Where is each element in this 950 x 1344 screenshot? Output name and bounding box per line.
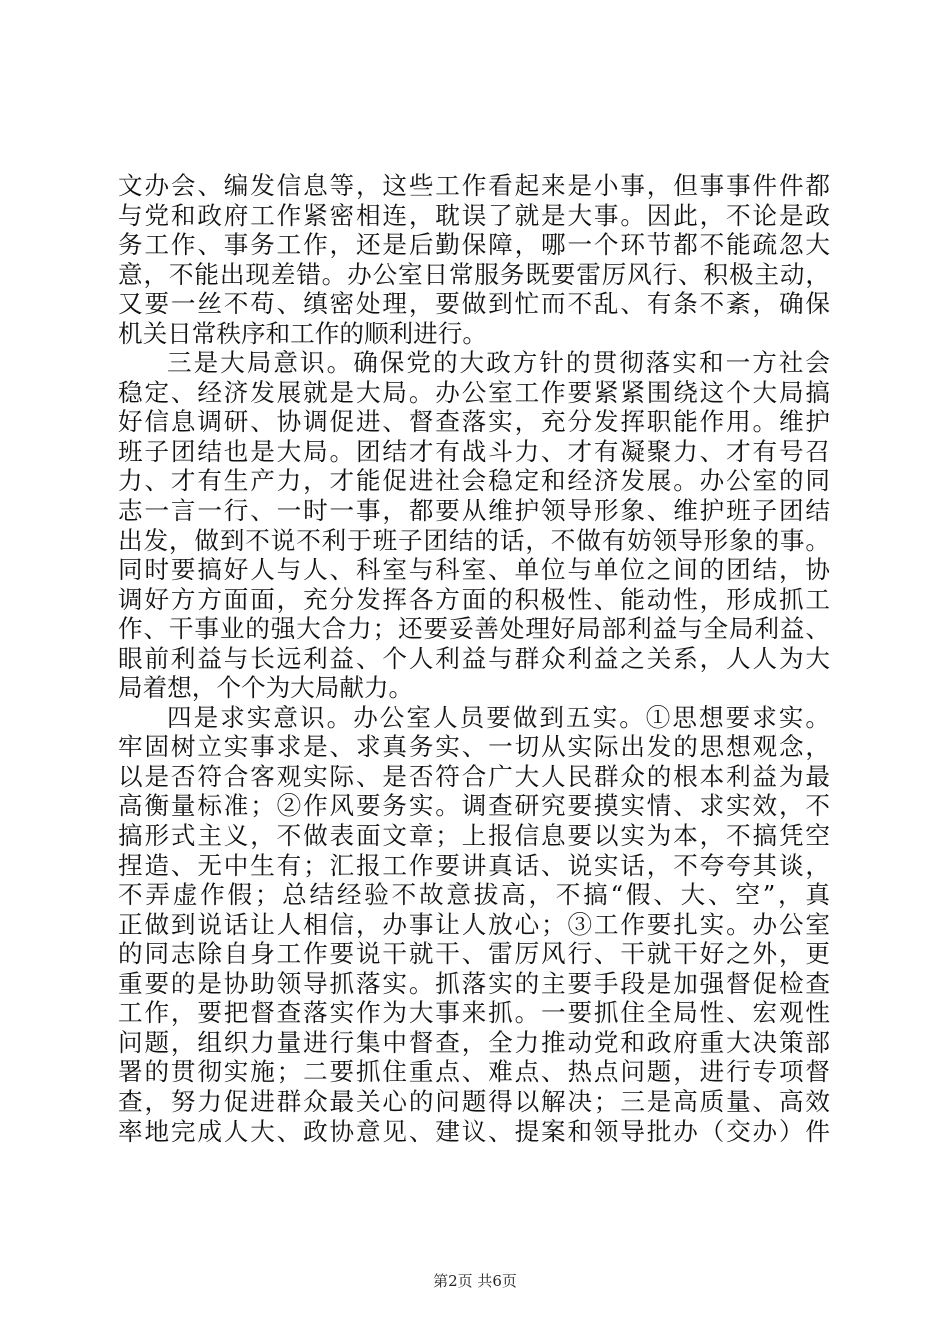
text-line: 班子团结也是大局。团结才有战斗力、才有凝聚力、才有号召 — [118, 436, 830, 466]
page-number-footer: 第2页 共6页 — [433, 1272, 517, 1290]
text-line: 与党和政府工作紧密相连，耽误了就是大事。因此，不论是政 — [118, 200, 830, 230]
text-line: 稳定、经济发展就是大局。办公室工作要紧紧围绕这个大局搞 — [118, 377, 830, 407]
text-line: 局着想，个个为大局献力。 — [118, 673, 414, 703]
text-line: 搞形式主义，不做表面文章；上报信息要以实为本，不搞凭空 — [118, 821, 830, 851]
paragraph-start-line: 四是求实意识。办公室人员要做到五实。①思想要求实。 — [167, 702, 830, 732]
text-line: 志一言一行、一时一事，都要从维护领导形象、维护班子团结 — [118, 496, 830, 526]
text-line: 不弄虚作假；总结经验不故意拔高，不搞“假、大、空”，真 — [118, 880, 830, 910]
text-line: 率地完成人大、政协意见、建议、提案和领导批办（交办）件 — [118, 1116, 830, 1146]
text-line: 同时要搞好人与人、科室与科室、单位与单位之间的团结，协 — [118, 555, 830, 585]
text-line: 眼前利益与长远利益、个人利益与群众利益之关系，人人为大 — [118, 643, 830, 673]
text-line: 正做到说话让人相信，办事让人放心；③工作要扎实。办公室 — [118, 909, 830, 939]
text-line: 文办会、编发信息等，这些工作看起来是小事，但事事件件都 — [118, 171, 830, 200]
text-line: 以是否符合客观实际、是否符合广大人民群众的根本利益为最 — [118, 761, 830, 791]
text-line: 的同志除自身工作要说干就干、雷厉风行、干就干好之外，更 — [118, 939, 830, 969]
text-line: 高衡量标准；②作风要务实。调查研究要摸实情、求实效，不 — [118, 791, 830, 821]
text-line: 查，努力促进群众最关心的问题得以解决；三是高质量、高效 — [118, 1086, 830, 1116]
text-line: 好信息调研、协调促进、督查落实，充分发挥职能作用。维护 — [118, 407, 830, 437]
text-line: 署的贯彻实施；二要抓住重点、难点、热点问题，进行专项督 — [118, 1057, 830, 1087]
text-line: 务工作、事务工作，还是后勤保障，哪一个环节都不能疏忽大 — [118, 230, 830, 260]
text-line: 出发，做到不说不利于班子团结的话，不做有妨领导形象的事。 — [118, 525, 830, 555]
text-line: 牢固树立实事求是、求真务实、一切从实际出发的思想观念， — [118, 732, 830, 762]
text-line: 意，不能出现差错。办公室日常服务既要雷厉风行、积极主动， — [118, 259, 830, 289]
text-line: 机关日常秩序和工作的顺利进行。 — [118, 318, 487, 348]
text-line: 捏造、无中生有；汇报工作要讲真话、说实话，不夸夸其谈， — [118, 850, 830, 880]
text-line: 重要的是协助领导抓落实。抓落实的主要手段是加强督促检查 — [118, 968, 830, 998]
text-line: 又要一丝不苟、缜密处理，要做到忙而不乱、有条不紊，确保 — [118, 289, 830, 319]
text-line: 工作，要把督查落实作为大事来抓。一要抓住全局性、宏观性 — [118, 998, 830, 1028]
text-line: 调好方方面面，充分发挥各方面的积极性、能动性，形成抓工 — [118, 584, 830, 614]
text-line: 作、干事业的强大合力；还要妥善处理好局部利益与全局利益、 — [118, 614, 830, 644]
paragraph-start-line: 三是大局意识。确保党的大政方针的贯彻落实和一方社会 — [167, 348, 830, 378]
text-line: 问题，组织力量进行集中督查，全力推动党和政府重大决策部 — [118, 1027, 830, 1057]
text-line: 力、才有生产力，才能促进社会稳定和经济发展。办公室的同 — [118, 466, 830, 496]
body-text — [118, 171, 830, 1146]
